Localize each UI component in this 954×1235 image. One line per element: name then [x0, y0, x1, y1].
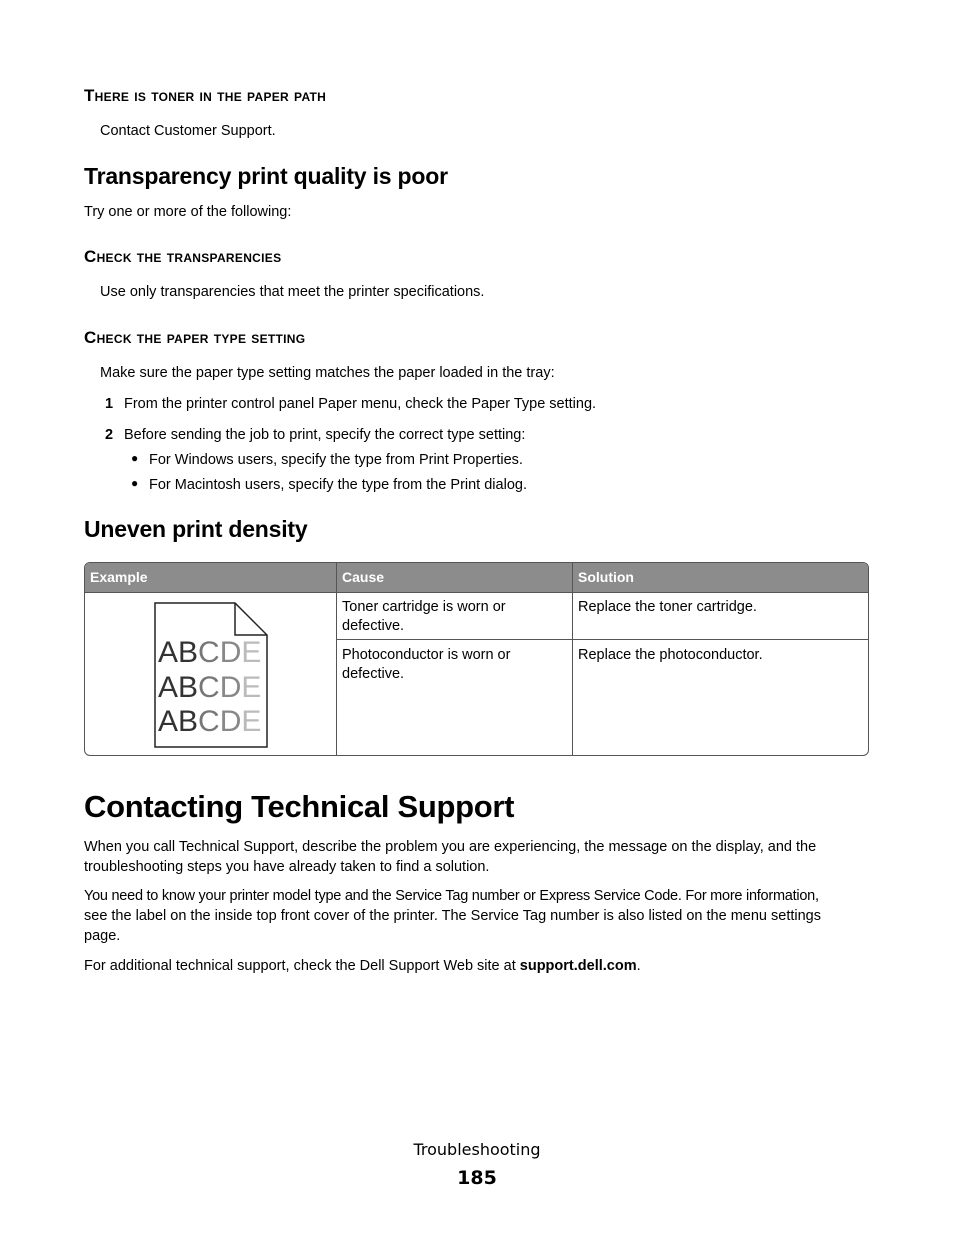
print-density-example-image [153, 601, 269, 749]
cause-line: Photoconductor is worn or [342, 647, 511, 663]
step-number: 2 [105, 427, 114, 443]
letter-c: C [198, 636, 220, 669]
solution-cell: Replace the toner cartridge. [578, 599, 757, 615]
paragraph-end: . [636, 958, 641, 974]
paragraph-line: troubleshooting steps you have already taken to find a solution. [84, 859, 490, 875]
support-link[interactable]: support.dell.com [519, 958, 637, 974]
letter-c: C [198, 671, 220, 704]
cause-line: defective. [342, 666, 405, 682]
letter-e: E [241, 705, 262, 738]
check-transparencies-text: Use only transparencies that meet the printer specifications. [100, 284, 485, 300]
row-divider [336, 639, 869, 640]
cause-line: Toner cartridge is worn or [342, 599, 506, 615]
paragraph-line: When you call Technical Support, describe the problem you are experiencing, the message on the display, and the [84, 839, 817, 855]
step-number: 1 [105, 396, 114, 412]
letter-e: E [241, 671, 262, 704]
letter-a: A [158, 705, 179, 738]
header-cause: Cause [342, 569, 385, 585]
paragraph-line: You need to know your printer model type and the Service Tag number or Express Service Code. For more information, [84, 888, 819, 904]
uneven-heading: Uneven print density [84, 516, 308, 542]
letter-b: B [178, 671, 199, 704]
letter-e: E [241, 636, 262, 669]
check-paper-text: Make sure the paper type setting matches the paper loaded in the tray: [100, 365, 555, 381]
contact-paragraph-2 [84, 886, 874, 946]
letter-d: D [219, 705, 242, 738]
page-number: 185 [457, 1167, 497, 1189]
letter-d: D [219, 636, 242, 669]
toner-heading: There is toner in the paper path [84, 86, 327, 105]
cause-cell [342, 598, 506, 636]
bullet-text: For Macintosh users, specify the type from the Print dialog. [149, 477, 527, 493]
paragraph-text: For additional technical support, check the Dell Support Web site at [84, 958, 520, 974]
footer-section-name: Troubleshooting [413, 1140, 541, 1159]
header-solution: Solution [578, 569, 634, 585]
letter-d: D [219, 671, 242, 704]
letter-b: B [178, 705, 199, 738]
table-header [85, 563, 868, 592]
cause-line: defective. [342, 618, 405, 634]
letter-a: A [158, 636, 179, 669]
row-divider [85, 592, 868, 593]
check-transparencies-heading: Check the transparencies [84, 247, 282, 266]
contact-heading: Contacting Technical Support [84, 789, 515, 824]
step-text: From the printer control panel Paper menu, check the Paper Type setting. [124, 396, 597, 412]
transparency-intro: Try one or more of the following: [84, 204, 292, 220]
paragraph-line: page. [84, 928, 121, 944]
step-text: Before sending the job to print, specify the correct type setting: [124, 427, 526, 443]
svg-text:ABCDE [158, 636, 261, 669]
letter-a: A [158, 671, 179, 704]
svg-text:ABCDE [158, 705, 261, 738]
toner-text: Contact Customer Support. [100, 123, 276, 139]
header-example: Example [90, 569, 148, 585]
uneven-density-table [84, 562, 869, 756]
contact-paragraph-3 [84, 956, 641, 976]
letter-b: B [178, 636, 199, 669]
bullet-icon: ● [131, 451, 139, 465]
contact-paragraph-1 [84, 837, 874, 877]
cause-cell [342, 646, 510, 684]
bullet-icon: ● [131, 476, 139, 490]
bullet-text: For Windows users, specify the type from Print Properties. [149, 452, 523, 468]
solution-cell: Replace the photoconductor. [578, 647, 763, 663]
transparency-heading: Transparency print quality is poor [84, 163, 448, 189]
letter-c: C [198, 705, 220, 738]
svg-text:ABCDE [158, 671, 261, 704]
check-paper-heading: Check the paper type setting [84, 328, 306, 347]
paragraph-line: see the label on the inside top front cover of the printer. The Service Tag number is also listed on the menu settings [84, 908, 821, 924]
